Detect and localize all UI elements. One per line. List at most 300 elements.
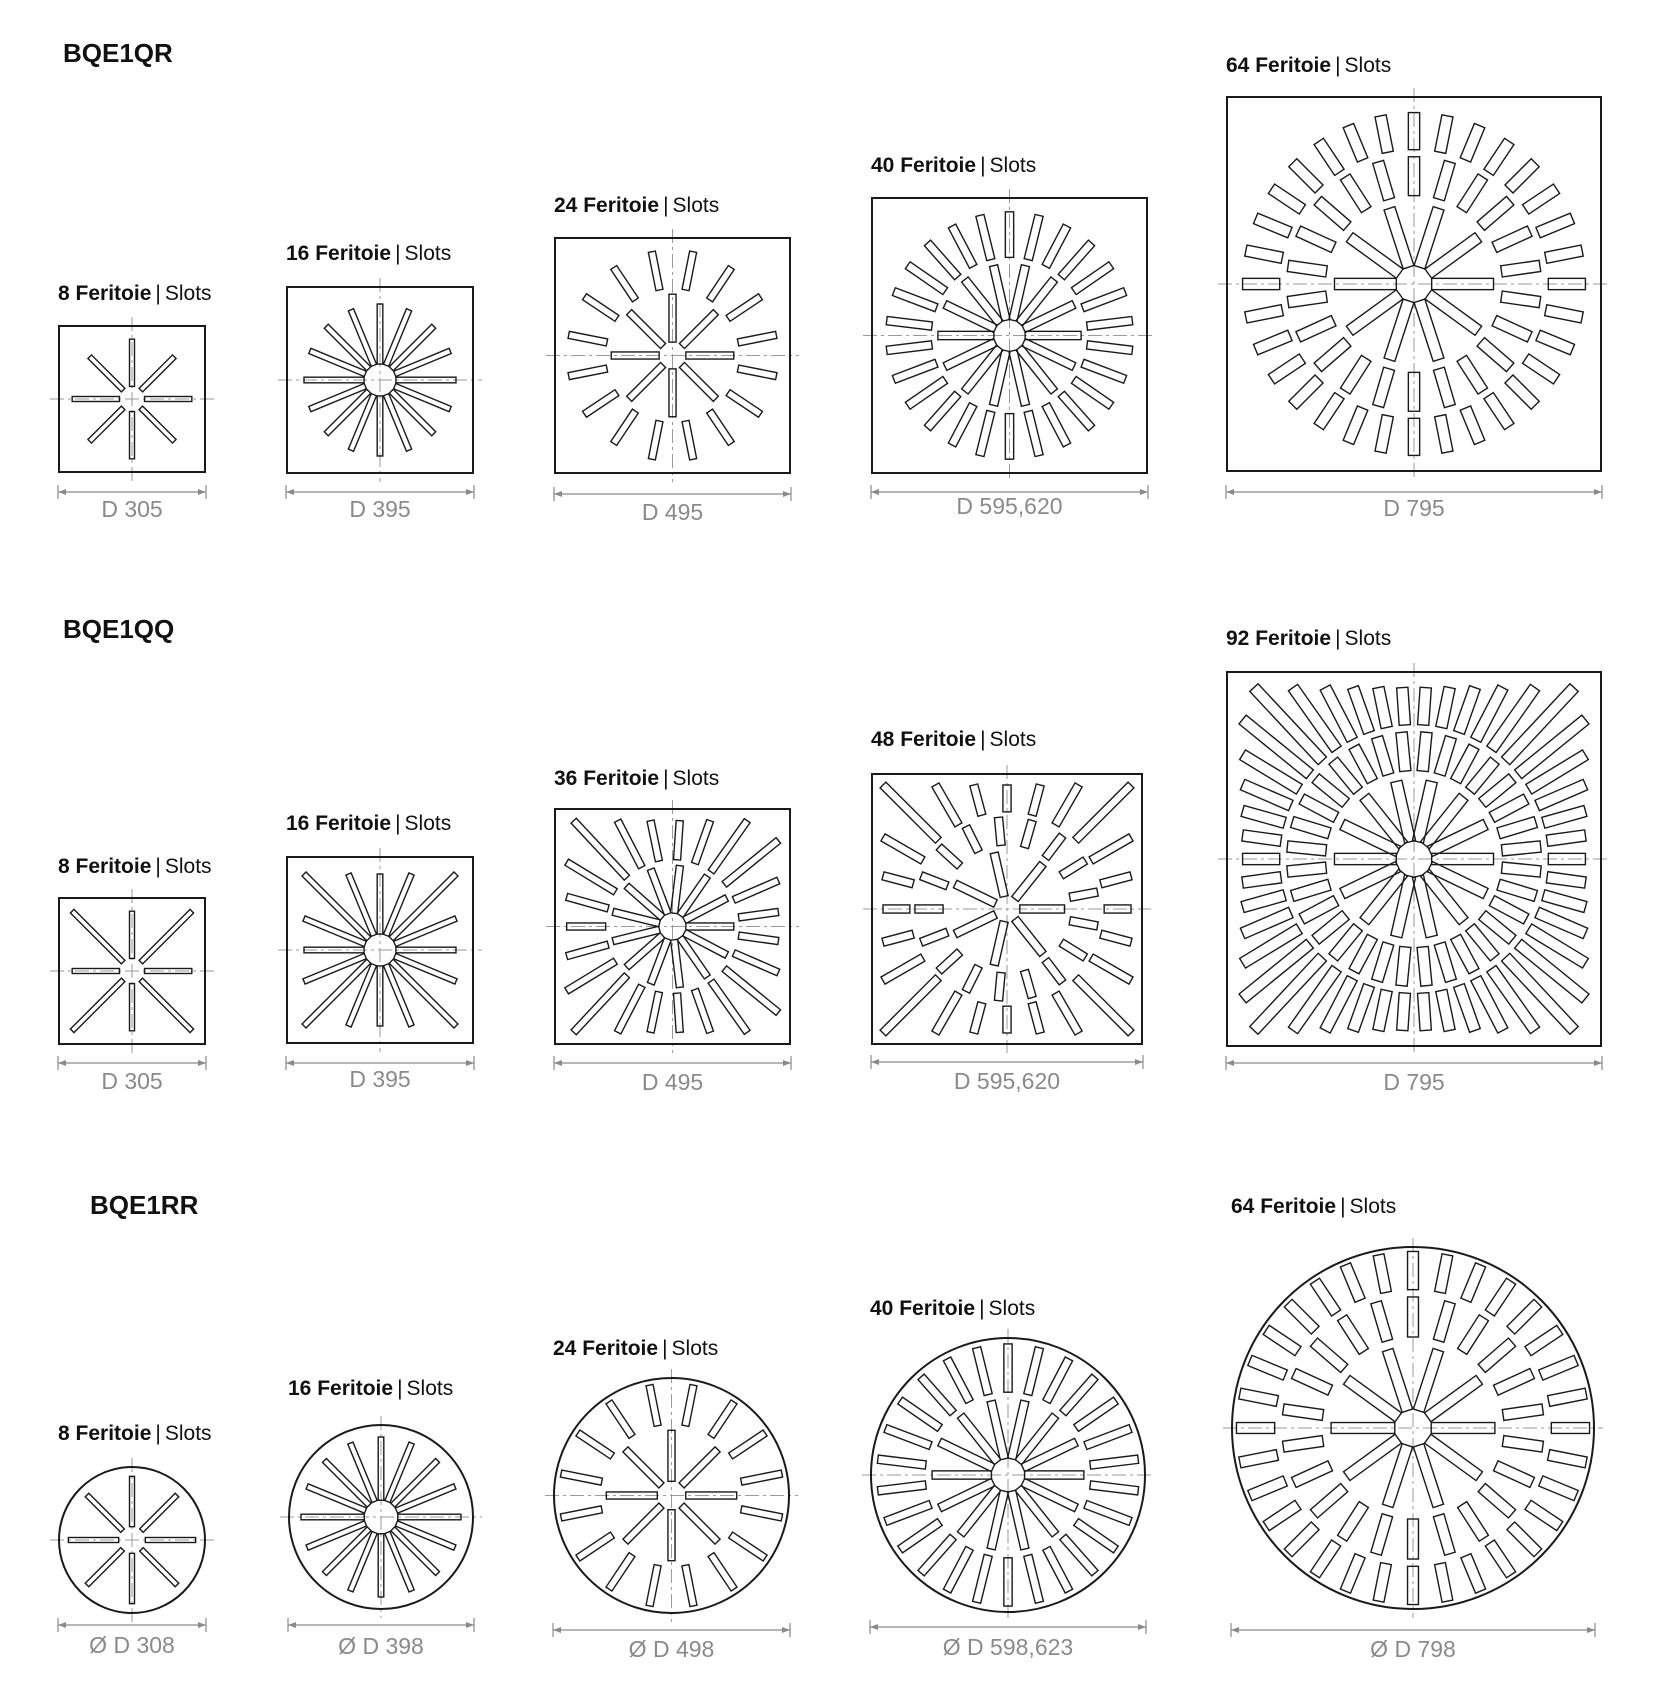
slot [679,1447,720,1488]
slot [1288,684,1341,752]
slot [1253,213,1292,238]
slot [1012,916,1046,956]
slot [1245,305,1284,323]
slot [646,1565,661,1607]
grate-drawing [554,237,791,474]
dimension-label: D 305 [101,1068,163,1094]
slot [1042,224,1071,268]
slot [682,420,697,460]
slot [1433,1301,1455,1342]
slot [708,819,750,874]
slot [948,403,977,447]
slot [1349,934,1377,974]
slot [708,1553,737,1591]
slot [1360,793,1407,848]
slot [1042,403,1071,447]
slot [1310,1338,1347,1372]
grate-caption [1226,627,1391,651]
slot [302,959,371,1028]
slots-label: Slots [404,242,452,265]
slot [679,362,718,401]
slot [1433,160,1455,200]
slot [1525,1325,1563,1355]
slot [882,872,914,888]
slot [1434,736,1456,776]
slot-count: 40 [870,1297,894,1320]
slot [648,420,663,460]
slot [1433,1514,1455,1555]
slot [1460,406,1485,445]
slot [1312,911,1349,944]
slot-word: Feritoie [75,855,152,878]
slot [1384,299,1414,361]
slot [1371,1514,1393,1555]
grate-drawing [58,1466,206,1614]
slot [389,872,458,941]
slot [1466,924,1499,961]
slot [1373,367,1395,407]
slots-label: Slots [988,1297,1036,1320]
slot-word: Feritoie [75,282,152,305]
slot [1548,1388,1588,1406]
slot [726,390,762,418]
slot [1421,869,1468,924]
slot [732,950,779,976]
slot [1396,946,1411,986]
slot [1292,1461,1333,1488]
slot [987,1490,1008,1550]
slot-count: 24 [554,194,578,217]
slots-label: Slots [989,728,1037,751]
slot [1060,1374,1098,1416]
slot [571,973,629,1035]
slot [1268,184,1305,214]
slot [1073,975,1134,1036]
slot [1418,993,1432,1031]
slot [1484,393,1514,430]
slot [1314,138,1344,175]
caption-separator: | [395,812,401,835]
slot [948,224,977,268]
slot [1087,316,1133,330]
slot [623,1447,664,1488]
slot [395,1484,456,1513]
slot [962,964,982,993]
slot [348,1531,377,1592]
slot [576,1430,614,1459]
grate-caption [58,1422,212,1446]
slot [994,972,1005,1001]
caption-separator: | [1335,627,1341,650]
dimension-line [1231,1623,1595,1637]
dimension-line [870,1620,1146,1634]
slot [1471,685,1508,742]
slots-label: Slots [1349,1195,1397,1218]
slot [1240,779,1293,810]
slot [1418,687,1432,725]
slot [943,1357,973,1404]
caption-separator: | [980,728,986,751]
slot [583,294,619,322]
slots-label: Slots [164,1422,212,1445]
dimension-label: D 495 [641,1069,704,1095]
slot [1043,1546,1073,1593]
slot [682,1565,697,1607]
slot [877,1455,926,1469]
slot-count: 36 [554,767,578,790]
slot [1427,819,1488,856]
slot [1314,393,1344,430]
slot [1299,896,1339,924]
caption-separator: | [663,194,669,217]
slot-count: 8 [58,282,70,305]
dimension-label: D 595,620 [953,1068,1061,1094]
slot [1250,953,1327,1034]
grate-caption [554,767,719,791]
slot [970,784,986,816]
slot [1340,819,1401,856]
slot [615,984,645,1034]
slot [1375,415,1393,454]
slot [1435,115,1453,154]
slot [70,909,125,964]
grate-drawing [871,197,1148,474]
slot [1461,1263,1486,1302]
slot [1502,953,1579,1034]
slot [385,1442,414,1503]
slot [1074,1519,1118,1553]
slot-count: 8 [58,1422,70,1445]
slot [924,391,960,431]
slot [612,908,660,926]
slot [1525,1500,1563,1530]
slot [1417,946,1432,986]
slot [1375,115,1393,154]
slot [1090,1481,1139,1495]
slot-word: Feritoie [899,1297,976,1320]
slot [611,409,639,445]
slot [1427,862,1488,899]
slot [139,978,194,1033]
slot [1340,174,1371,213]
slot [1087,341,1133,355]
slot [1253,330,1292,355]
slot [1479,774,1516,807]
grate-caption [286,812,451,836]
slot [88,406,125,443]
slot [1338,1315,1369,1355]
slot [962,825,982,854]
slots-label: Slots [164,855,212,878]
slot [936,844,962,869]
slot [1417,732,1432,772]
slot [682,1384,697,1426]
slot [1310,1540,1340,1578]
slot [1240,907,1293,938]
slot-count: 64 [1226,54,1250,77]
slot-count: 16 [286,242,310,265]
slot [606,1400,635,1438]
slot [738,932,779,944]
slot [738,908,779,920]
dimension-label: D 795 [1383,1069,1445,1095]
slot [1287,291,1327,308]
slot [1059,857,1087,879]
slot [1485,1278,1515,1316]
slot [348,1442,377,1503]
slot [1373,1254,1391,1294]
slot [1263,1325,1301,1355]
slot [990,350,1011,406]
slot [674,820,684,860]
slot [1343,123,1368,162]
slot [886,341,932,355]
grate-caption [870,1297,1035,1321]
slot [1073,782,1134,843]
slot [886,316,932,330]
slot [1100,872,1132,888]
grate-drawing [58,897,206,1045]
grate-caption [553,1337,718,1361]
dimension-line [871,1055,1143,1069]
slot-word: Feritoie [315,812,392,835]
slot [1239,1450,1279,1468]
slot [647,938,671,985]
slot [1539,1355,1578,1380]
slot [882,930,914,946]
series-title: BQE1RR [90,1190,199,1220]
grate-drawing [286,856,474,1044]
slot-word: Feritoie [315,242,392,265]
slot [306,1521,367,1550]
slot [1289,159,1323,193]
slot [1505,159,1539,193]
slot [1487,684,1540,752]
slot [1263,1500,1301,1530]
slot [1024,410,1043,456]
slot [1245,245,1284,263]
slot [1024,1347,1044,1396]
slot [1412,780,1437,843]
grate-drawing [288,1424,474,1610]
slot [1397,993,1411,1031]
slot [302,872,371,941]
slot [646,1384,661,1426]
slot [1451,744,1479,784]
slot [973,1347,993,1396]
slot [140,1493,179,1532]
slot [1435,1563,1453,1603]
slot [1329,924,1362,961]
slot [1242,830,1282,846]
slots-label: Slots [989,154,1037,177]
slot [1502,1404,1543,1421]
slot [139,406,176,443]
slot [1059,939,1087,961]
caption-separator: | [979,1297,985,1320]
caption-separator: | [397,1377,403,1400]
slot [1414,207,1444,269]
slot [1288,965,1341,1033]
slot [648,251,663,291]
slot [568,365,608,380]
slot-word: Feritoie [583,194,660,217]
slot [1436,686,1455,728]
dimension-label: D 395 [349,496,411,522]
slot [1340,1263,1365,1302]
slot [1535,779,1588,810]
slot [1287,841,1327,856]
slot [708,1400,737,1438]
slot [1539,1476,1578,1501]
slot-count: 8 [58,855,70,878]
slot [1477,338,1514,372]
slot [560,1470,602,1485]
slot [1487,965,1540,1033]
slot [1058,391,1094,431]
slot [1458,1315,1489,1355]
slot [606,1553,635,1591]
slot [884,1500,932,1525]
slot [1239,1388,1279,1406]
slot [1373,989,1392,1031]
slot [1009,350,1030,406]
slot [1412,875,1437,938]
slot [1414,299,1444,361]
slot [881,954,925,984]
slot [674,993,684,1033]
slot [1071,376,1113,409]
slot [1497,879,1537,901]
slot [1312,774,1349,807]
slot [692,988,714,1033]
slot [732,877,779,903]
slot [1458,1502,1489,1542]
slot [1501,841,1541,856]
slot-count: 64 [1231,1195,1255,1218]
slot [708,979,750,1034]
slot [1489,896,1529,924]
slot [1425,233,1482,278]
slot [139,355,176,392]
slot [924,240,960,280]
slot [611,266,639,302]
slot [1284,1522,1319,1557]
slot [568,331,608,346]
caption-separator: | [1340,1195,1346,1218]
slot [1466,757,1499,794]
slot-word: Feritoie [582,1337,659,1360]
slot [990,265,1011,321]
slot [877,1481,926,1495]
slot [918,1374,956,1416]
slot-count: 48 [871,728,895,751]
slot [1340,862,1401,899]
slot [1314,196,1351,230]
caption-separator: | [155,1422,161,1445]
slot [1343,406,1368,445]
grate-drawing [1231,1246,1595,1610]
slot [1008,1400,1029,1460]
slot [987,1400,1008,1460]
slot [1012,861,1046,901]
slot [729,1430,767,1459]
slot [936,949,962,974]
slot [905,262,947,295]
slot-word: Feritoie [900,154,977,177]
dimension-label: Ø D 308 [89,1632,175,1658]
slot [647,868,671,915]
slot [1250,684,1327,765]
slot [139,909,194,964]
slot [1028,1002,1044,1034]
slot [1457,355,1488,394]
slot [576,1532,614,1561]
caption-separator: | [980,154,986,177]
slot [1340,355,1371,394]
slot [880,782,941,843]
slot [1296,226,1336,252]
slot [707,409,735,445]
slot [1507,1299,1542,1334]
slots-label: Slots [1344,54,1392,77]
slot-word: Feritoie [900,728,977,751]
slot [880,975,941,1036]
slots-label: Slots [672,767,720,790]
slot [1287,260,1327,277]
slot [1507,1522,1542,1557]
slot [1457,174,1488,213]
slot [566,893,609,911]
caption-separator: | [663,767,669,790]
slot [1545,245,1584,263]
dimension-label: D 595,620 [956,493,1063,519]
slot-word: Feritoie [317,1377,394,1400]
slot [1433,367,1455,407]
slot [1042,958,1065,985]
slot-count: 16 [288,1377,312,1400]
dimension-label: Ø D 398 [338,1633,424,1659]
slot [994,817,1005,846]
dimension-label: Ø D 498 [628,1636,715,1662]
slot [892,288,938,312]
slot [953,880,997,907]
slot [1542,806,1587,829]
series-title: BQE1QR [63,38,173,68]
slot [1501,862,1541,877]
slot [1291,817,1331,839]
slot [389,959,458,1028]
slot [1492,316,1532,342]
slot [1536,330,1575,355]
slot [1100,930,1132,946]
slot [1081,288,1127,312]
slot [973,1554,993,1603]
slot [571,818,629,880]
slot [1505,375,1539,409]
slot [1289,375,1323,409]
slot [1338,1502,1369,1542]
slot-word: Feritoie [1255,54,1332,77]
slot [1320,976,1357,1033]
slot [1090,1455,1139,1469]
slot-count: 16 [286,812,310,835]
slot [1008,1490,1029,1550]
slot [1248,1476,1287,1501]
slot [1502,1436,1543,1453]
slot [1489,794,1529,822]
slot [1052,991,1082,1035]
